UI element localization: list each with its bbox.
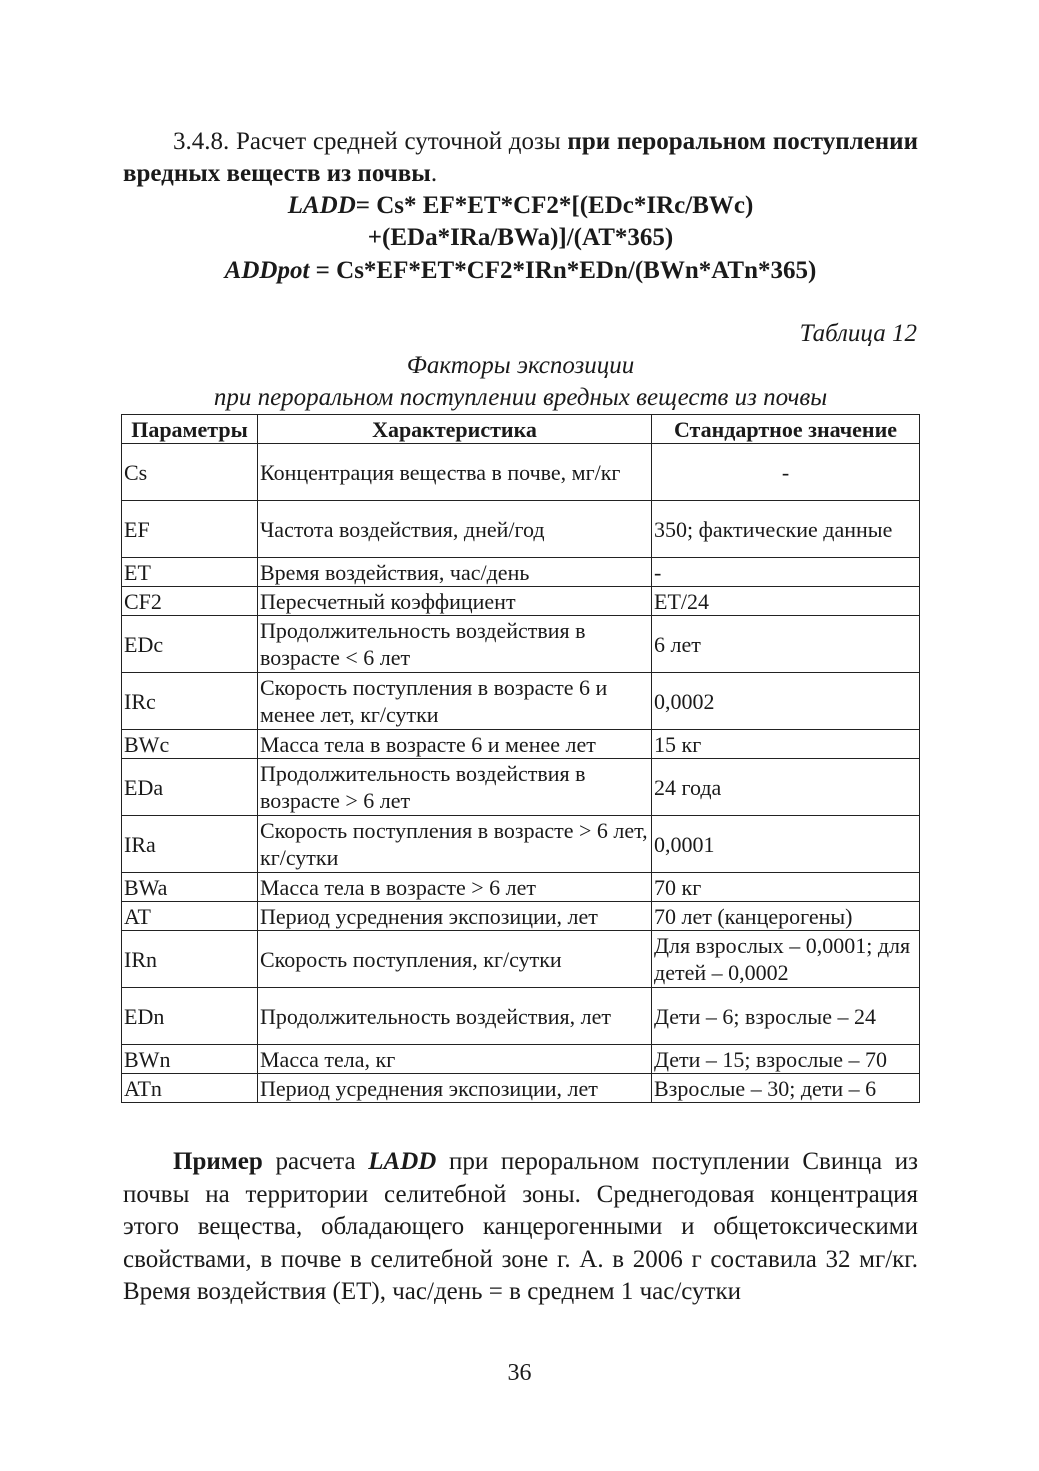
- ladd-symbol: LADD: [287, 192, 356, 219]
- value-cell: Дети – 6; взрослые – 24: [652, 988, 920, 1045]
- table-title: Факторы экспозиции: [406, 352, 635, 379]
- characteristic-cell: Продолжительность воздействия, лет: [258, 988, 652, 1045]
- header-characteristic: Характеристика: [258, 415, 652, 444]
- value-cell: 0,0001: [652, 816, 920, 873]
- characteristic-cell: Масса тела, кг: [258, 1045, 652, 1074]
- addpot-expression: = Cs*EF*ET*CF2*IRn*EDn/(BWn*ATn*365): [309, 257, 817, 284]
- table-row: [122, 873, 920, 902]
- ladd-formula-line2: [123, 222, 918, 254]
- characteristic-cell: Период усреднения экспозиции, лет: [258, 1074, 652, 1103]
- example-text-2: при пероральном поступлении Свинца из почвы на территории селитебной зоны. Среднегодовая концентрация этого вещества, обладающего канцерогенными и общетоксическими свойствами, в почве в селитебной зоне г. А. в 2006 г составила 32 мг/кг. Время воздействия (ЕТ), час/день = в среднем 1 час/сутки: [123, 1148, 918, 1305]
- param-cell: IRc: [122, 673, 258, 730]
- header-parameters: Параметры: [122, 415, 258, 444]
- table-row: [122, 902, 920, 931]
- value-cell: ET/24: [652, 587, 920, 616]
- table-row: [122, 931, 920, 988]
- characteristic-cell: Период усреднения экспозиции, лет: [258, 902, 652, 931]
- value-cell: -: [652, 444, 920, 501]
- section-number: 3.4.8.: [173, 128, 230, 155]
- ladd-formula-line1: [123, 190, 918, 222]
- table-number: Таблица 12: [799, 320, 917, 347]
- characteristic-cell: Скорость поступления, кг/сутки: [258, 931, 652, 988]
- param-cell: IRn: [122, 931, 258, 988]
- addpot-symbol: ADDpot: [224, 257, 310, 284]
- param-cell: BWa: [122, 873, 258, 902]
- param-cell: EDn: [122, 988, 258, 1045]
- example-bold-label: Пример: [173, 1148, 263, 1175]
- example-paragraph: [123, 1146, 918, 1309]
- table-row: [122, 759, 920, 816]
- value-cell: 70 кг: [652, 873, 920, 902]
- characteristic-cell: Масса тела в возрасте 6 и менее лет: [258, 730, 652, 759]
- value-cell: Для взрослых – 0,0001; для детей – 0,0002: [652, 931, 920, 988]
- characteristic-cell: Концентрация вещества в почве, мг/кг: [258, 444, 652, 501]
- table-row: [122, 816, 920, 873]
- table-subtitle: при пероральном поступлении вредных веществ из почвы: [213, 384, 828, 411]
- header-standard-value: Стандартное значение: [652, 415, 920, 444]
- ladd-expression-1: = Cs* EF*ET*CF2*[(EDc*IRc/BWc): [355, 192, 754, 219]
- table-header-row: [122, 415, 920, 444]
- table-row: [122, 587, 920, 616]
- value-cell: 70 лет (канцерогены): [652, 902, 920, 931]
- table-row: [122, 558, 920, 587]
- param-cell: EF: [122, 501, 258, 558]
- characteristic-cell: Скорость поступления в возрасте > 6 лет, кг/сутки: [258, 816, 652, 873]
- table-row: [122, 1074, 920, 1103]
- intro-paragraph: [123, 126, 918, 190]
- ladd-expression-2: +(EDa*IRa/BWa)]/(AT*365): [367, 224, 674, 251]
- value-cell: -: [652, 558, 920, 587]
- characteristic-cell: Продолжительность воздействия в возрасте > 6 лет: [258, 759, 652, 816]
- characteristic-cell: Частота воздействия, дней/год: [258, 501, 652, 558]
- value-cell: Взрослые – 30; дети – 6: [652, 1074, 920, 1103]
- param-cell: CF2: [122, 587, 258, 616]
- table-row: [122, 616, 920, 673]
- param-cell: EDa: [122, 759, 258, 816]
- characteristic-cell: Время воздействия, час/день: [258, 558, 652, 587]
- param-cell: Cs: [122, 444, 258, 501]
- characteristic-cell: Масса тела в возрасте > 6 лет: [258, 873, 652, 902]
- addpot-formula: [123, 255, 918, 287]
- param-cell: EDc: [122, 616, 258, 673]
- exposure-factors-table: [121, 414, 920, 1103]
- page-number: 36: [507, 1360, 532, 1386]
- value-cell: Дети – 15; взрослые – 70: [652, 1045, 920, 1074]
- characteristic-cell: Продолжительность воздействия в возрасте < 6 лет: [258, 616, 652, 673]
- example-ladd-symbol: LADD: [368, 1148, 437, 1175]
- value-cell: 6 лет: [652, 616, 920, 673]
- table-row: [122, 673, 920, 730]
- table-row: [122, 501, 920, 558]
- characteristic-cell: Скорость поступления в возрасте 6 и менее лет, кг/сутки: [258, 673, 652, 730]
- intro-bold-text: при пероральном поступлении вредных веществ из почвы: [123, 128, 918, 187]
- characteristic-cell: Пересчетный коэффициент: [258, 587, 652, 616]
- table-row: [122, 988, 920, 1045]
- value-cell: 0,0002: [652, 673, 920, 730]
- example-text-1: расчета: [262, 1148, 369, 1175]
- param-cell: AT: [122, 902, 258, 931]
- param-cell: ATn: [122, 1074, 258, 1103]
- intro-text: Расчет средней суточной дозы: [235, 128, 561, 155]
- table-row: [122, 1045, 920, 1074]
- param-cell: BWn: [122, 1045, 258, 1074]
- param-cell: ET: [122, 558, 258, 587]
- table-row: [122, 730, 920, 759]
- param-cell: BWc: [122, 730, 258, 759]
- intro-end: .: [430, 160, 438, 187]
- value-cell: 24 года: [652, 759, 920, 816]
- param-cell: IRa: [122, 816, 258, 873]
- value-cell: 15 кг: [652, 730, 920, 759]
- table-row: [122, 444, 920, 501]
- value-cell: 350; фактические данные: [652, 501, 920, 558]
